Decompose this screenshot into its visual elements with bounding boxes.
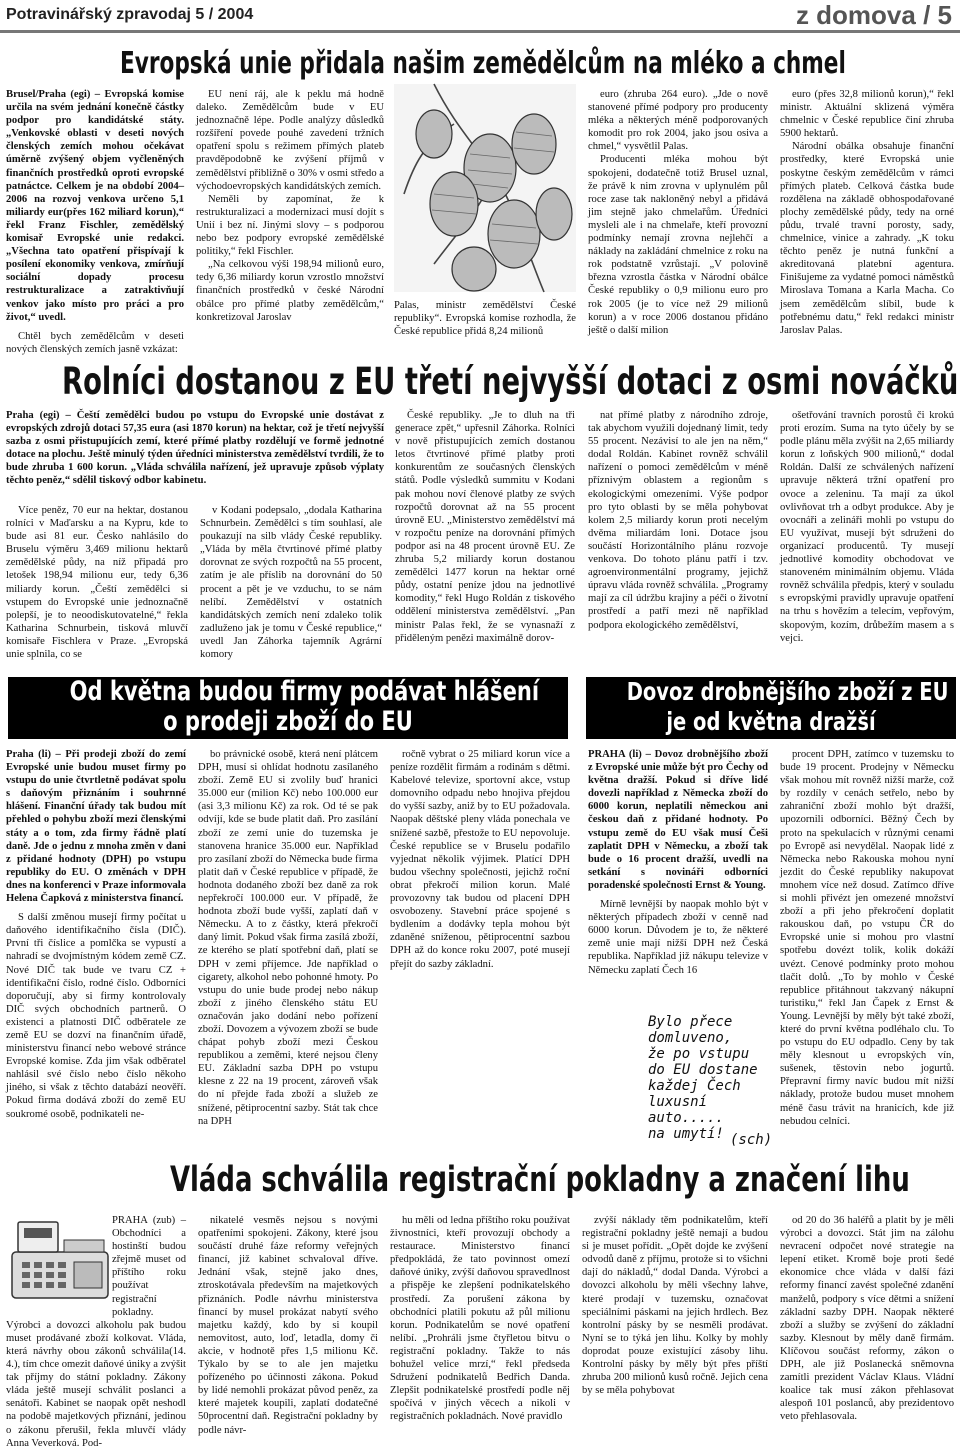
article2-col3 (395, 409, 575, 659)
article2-title: Rolníci dostanou z EU třetí nejvyšší dotaci z osmi nováčků (62, 360, 959, 403)
article2-col3-text: České republiky. „Je to dluh na tři generace zpět,“ upřesnil Záhorka. Rolníci v nově přistupujících zemích dostanou letos čtvrtinové přímé platby proti konkurentům ze současných členských států. Podle výsledků summitu v Kodani pak mohou noví členové platby ze svých rozpočtů dorovnat až na 55 procent úrovně EU. „Ministerstvo zemědělství má v rozpočtu peníze na dorovnání přímých podpor asi na 48 procent úrovně EU. Ze zhruba 5,2 miliardy korun dostanou zemědělci 1477 korun na hektar orné půdy, ostatní peníze jdou na jednotlivé komodity,“ řekl Hugo Roldán z tiskového oddělení ministerstva zemědělství. „Pan ministr Palas řekl, že se vynasnaží z přiděleným penězi maximálně dorov- (395, 410, 575, 644)
article2-col4-text: nat přímé platby z národního zdroje, tak abychom využili dojednaný limit, tedy 55 procent. Nezávisí to ale jen na něm,“ dodal Roldán. Kabinet rovněž schválil nařízení o pomoci zemědělcům v méně příznivým oblastem a regionům s ekologickými omezeními. Výše podpor pro tyto oblasti by se měla pohybovat kolem 2,5 miliardy korun proti necelým dvěma miliardám loni. Dotace jsou součástí Horizontálního plánu rozvoje venkova. Do tohoto plánu patří i tzv. agroenvironmentální programy, jejichž úpravu vláda rovněž schválila. „Programy mají za cíl údržbu krajiny a péči o životní prostředí a patří mezi ně například podpora ekologického zemědělství, (588, 410, 768, 631)
article2-col1 (6, 504, 188, 661)
article4-title-line2: je od května dražší (666, 707, 876, 736)
article5-title: Vláda schválila registrační pokladny a značení lihu (170, 1160, 910, 1200)
article1-col2-p2: Neměli by zapomínat, že k restrukturalizaci a modernizaci musí dojít s Unií i bez ní. Jinými slovy – s podporou nebo bez podpory evropské zemědělské politiky,“ řekl Fischler. (196, 193, 384, 258)
header-rule (0, 30, 960, 33)
article3-title-line1: Od května budou firmy podávat hlášení (69, 676, 540, 707)
cartoon-signature: (sch) (730, 1132, 773, 1148)
section-name: z domova (795, 0, 916, 30)
article5-col3 (390, 1214, 570, 1436)
article2-col1-text: Více peněz, 70 eur na hektar, dostanou rolníci v Maďarsku a na Kypru, kde to bude asi 81 eur. Česko nahlásilo do Bruselu výměru 3,469 milionu hektarů zemědělské půdy, na níž připadá pro letošek 198,94 milionu eur, tedy 6,36 miliardy korun. „Čeští zemědělci si vstupem do Evropské unie jednoznačně polepší, je to neoodiskutovatelné,“ řekla Katharina Schnurbein, tisková mluvčí komisaře Fischlera v Praze. „Evropská unie splnila, co se (6, 505, 188, 661)
article1-col2-p1: EU není ráj, ale k peklu má hodně daleko. Zemědělcům bude v EU jednoznačně lépe. Podle analýzy důsledků rozšíření povede pouhé zavedení tržních opatření spolu s režimem přímých plateb pravděpodobně ke zvýšení příjmů v zemědělství přibližně o 30% v osmi středo a východoevropských kandidátských zemích. (196, 89, 384, 192)
article3-lead: Praha (li) – Při prodeji zboží do zemí Evropské unie budou muset firmy po vstupu do unie čtvrtletně podávat spolu s daňovým přiznáním i souhrnné hlášení. Finanční úřady tak budou mít přehled o pohybu zboží mezi členskými státy a o tom, zda firmy řádně platí daně. Jde o jednu z mnoha změn v dani z přidané hodnoty (DPH) po vstupu republiky do EU. O změnách v DPH dnes na konferenci v Praze informovala Helena Čapková z ministerstva financí. (6, 749, 186, 905)
article1-col2 (196, 88, 384, 350)
cartoon-line: luxusní auto..... (648, 1094, 724, 1126)
article5-col5-text: od 20 do 36 haléřů a platit by je měli výrobci a dovozci. Stát jim na zálohu nevracení odpočet nové strategie na lepení etiket. Kromě boje proti šedé ekonomice chce vláda v další fázi reformy financí zavést společné zdanění manželů, podpory s více dětmi a snížení základní sazby DPH. Naopak některé zboží a služby se zvýšení do základní sazby. Klesnout by měly daně firmám. Klíčovou součást reformy, zákon o DPH, ale již Poslanecká sněmovna zamítli prezident Václav Klaus. Vládní koalice tak musí zákon přehlasovat alespoň 101 poslanců, aby prezidentovo veto přehlasovala. (780, 1215, 954, 1423)
article3-col2 (198, 748, 378, 1148)
article3-title-line2: o prodeji zboží do EU (163, 706, 413, 737)
article4-title-line1: Dovoz drobnějšího zboží z EU (626, 677, 949, 706)
article5-col5 (780, 1214, 954, 1436)
article1-col1 (6, 88, 184, 355)
article1-title: Evropská unie přidala našim zemědělcům na mléko a chmel (120, 46, 846, 81)
page-header (0, 0, 960, 32)
article4-col1-text: Mírně levnější by naopak mohlo být v některých případech zboží v cenně nad 6000 korun. Důvodem je to, že některé země unie mají nižší DPH než Česká republika. Například již nákupu televize v Německu zaplatí Čech 16 (588, 899, 768, 976)
page-number: / 5 (915, 0, 952, 30)
article3-col1 (6, 748, 186, 1148)
article4-col1 (588, 748, 768, 998)
article5-col3-text: hu měli od ledna příštího roku používat živnostníci, kteří provozují obchody a restaurace. Ministerstvo financí předpokládá, že tato povinnost omezí daňové úniky, zvýší daňovou spravedlnost a přispěje ke zlepšení podnikatelského prostředí. Za porušení zákona by obchodníci platili pokutu až půl milionu korun. Podnikatelům se nové opatření nelíbí. „Prohráli jsme čtyřletou bitvu o registrační pokladny. Takže to nás bohužel velice mrzí,“ řekl předseda Sdružení podnikatelů Bedřich Danda. Zlepšit podnikatelské prostředí podle něj spočívá v jiných věcech a nikoli v registračních pokladnách. Nové pravidlo (390, 1215, 570, 1423)
article2-col5 (780, 409, 954, 659)
article3-col2-text: bo právnické osobě, která není plátcem DPH, musí si ohlídat hodnotu zasílaného zboží. Země EU si zvolily buď hranici 35.000 eur (milion Kč) nebo 100.000 eur (asi 3,3 milionu Kč) za rok. Od té se pak odvíjí, kde se bude platit daň. Pro zasílání zboží ze zemí unie do tuzemska je stanovena hranice 35.000 eur. Například pro zasílaní zboží do Německa bude firma platit daň v České republice v případě, že hodnota dodaného zboží bez daně za rok nepřekročí 100.000 eur. V případě, že hodnota zboží bude vyšší, zaplatí daň v Německu. A to z částky, která překročí daný limit. Pokud však firma zasílá zboží, ze kterého se platí spotřební daň, platí se DPH v zemi příjemce. Jde například o cigarety, alkohol nebo pohonné hmoty. Po vstupu do unie bude prodej nebo nákup zboží z jiného členského státu EU označován jako dodání nebo pořízení zboží. Dovozem a vývozem zboží se bude chápat pohyb zboží mezi Českou republikou a zeměmi, které nejsou členy EU. Základní sazba DPH po vstupu klesne z 22 na 19 procent, zároveň však do ní přejde řada zboží a služeb ze snížené, pětiprocentní sazby. Stát tak chce na DPH (198, 749, 378, 1127)
article5-col2 (198, 1214, 378, 1436)
article3-col1-text: S další změnou musejí firmy počítat u daňového identifikačního čísla (DIČ). První tři číslice a pomlčka se vypustí a nahradí se dvojmístným kódem země CZ. Nové DIČ tak bude ve tvaru CZ + identifikační číslo, rodné číslo. Odborníci doporučují, aby si firmy kontrolovaly DIČ svých obchodních partnerů. O existenci a platnosti DIČ odběratele ze země EU se dozví na finančním úřadě, ministerstvu financí nebo webové stránce Evropské komise. Zda jim však odběratel nahlásil své číslo nebo číslo někoho jiného, si však z těchto databází neověří. Pokud firma dodává zboží do země EU soukromé osobě, podnikateli ne- (6, 912, 186, 1120)
article4-title-box (586, 677, 956, 739)
article3-col3 (390, 748, 570, 998)
cartoon-line: každej Čech (648, 1078, 741, 1094)
article1-col2-p3: „Na celkovou výši 198,94 milionů euro, tedy 6,36 miliardy korun vzrostlo množství finančních prostředků v české Národní obálce pro přímé platby zemědělcům,“ konkretizoval Jaroslav (196, 259, 384, 323)
publication-name: Potravinářský zpravodaj 5 / 2004 (6, 6, 254, 23)
article2-col2-text: v Kodani podepsalo, „dodala Katharina Schnurbein. Zemědělci s tím souhlasí, ale poukazují na silb vlády České republiky. „Vláda by měla čtvrtinové přímé platby dorovnat ze svých rozpočtů na 55 procent, zatím je ale příslib na dorovnání do 50 procent a pět je ve vzduchu, to se nám nelíbí. Zemědělství v ostatních kandidátských zemích není zdaleko tolik zadluženo jak je tomu v České republice,“ uvedl Jan Záhorka tajemník Agrární komory (200, 505, 382, 661)
cartoon-line: na umytí! (648, 1126, 724, 1142)
cartoon-line: domluveno, (648, 1030, 733, 1046)
hops-illustration (394, 84, 576, 292)
article1-col4-p1: euro (zhruba 264 euro). „Jde o nově stanovené přímé podpory pro producenty mléka a některých méně podporovaných komodit pro rok 2004, jako jsou osiva a chmel,“ vysvětlil Palas. (588, 89, 768, 153)
article1-col4-p2: Producenti mléka mohou být spokojeni, dodatečně totiž Brusel uznal, že právě k nim zrovna v uplynulém půl roce zase tak nakloněný nebyl a přidává jim stejně jako chmelařům. Úředníci mysleli ale i na chmelaře, kteří provozní podmínky nemají zrovna nejlehčí a náklady na zakládání chmelnice z roku na rok podstatně vzrůstají. „V polovině března vzrostla částka v Národní obálce České republiky o 0,9 milionu euro pro rok 2005 (je to více než 29 milionů korun) a v roce 2006 dostanou přidáno ještě o další milion (588, 154, 768, 336)
article1-col5-p1: euro (přes 32,8 milionů korun),“ řekl ministr. Aktuální sklizená výměra chmelnic v České republice činí zhruba 5900 hektarů. (780, 89, 954, 140)
article3-col3-text: ročně vybrat o 25 miliard korun více a peníze rozdělit firmám a rodinám s dětmi. Kabelové televize, sportovní akce, vstup domovního odpadu nebo hnojiva přejdou do vyšší sazby, aniž by to EU požadovala. Naopak děštské pleny vláda ponechala ve snížené sazbě, přestože to EU nepovoluje. České republice se v Bruselu podařilo vyjednat několik výjimek. Platící DPH budou všechny společnosti, jejichž roční obrat překročí milion korun. Malé provozovny tak budou od placení DPH osvobozeny. Stavební práce spojené s bydlením a dodávky tepla mohou být zdaněné sníženou, pětiprocentní sazbou DPH až do konce roku 2007, poté musejí přejít do sazby základní. (390, 749, 570, 970)
article2-lead-box (6, 409, 384, 501)
article1-col1-text: Chtěl bych zemědělcům v deseti nových členských zemích jasně vzkázat: (6, 330, 184, 355)
article3-title-box (8, 677, 568, 739)
cartoon-line: že po vstupu (648, 1046, 750, 1062)
article1-lead: Brusel/Praha (egi) – Evropská komise určila na svém jednání konečně částky podpor pro kandidátské státy. „Venkovské oblasti v deseti nových členských zemích mohou očekávat úměrně zvýšený objem vyčleněných finančních prostředků oproti evropské patnáctce. Celkem je na období 2004–2006 na rozvoj venkova určeno 5,1 miliardy eur(přes 162 miliard korun),“ řekl Franz Fischler, zemědělský komisař Evropské unie redakci. „Všechna tato opatření přispívají k posílení ekonomiky venkova, zmírňují sociální dopady procesu restrukturalizace a zatraktivňují venkov jako místo pro práci a pro život,“ uvedl. (6, 89, 184, 323)
article1-col4 (588, 88, 768, 350)
article2-col4 (588, 409, 768, 659)
cartoon-line: do EU dostane (648, 1062, 758, 1078)
photo-caption: Palas, ministr zemědělství České republiky“. Evropská komise rozhodla, že České republice přidá 8,24 milionů (394, 300, 576, 338)
article5-col2-text: nikatelé vesměs nejsou s novými opatřeními spokojeni. Zákony, které jsou součástí druhé fáze reformy veřejných financí, již kabinet schvaloval dříve. Jednání však, stejně jako dnes, ztroskotávala především na majetkových přiznáních. Podle návrhu ministerstva financí by musel prokázat nabytí svého majetku každý, kdo by si koupil nemovitost, auto, loď, letadla, domy či akcie, v hodnotě přes 1,5 milionu Kč. Týkalo by se to ale jen majetku pořízeného po účinnosti zákona. Pokud by lidé nemohli prokázat původ peněz, za které majetek koupili, zaplatí dodatečné 50procentní daň. Registrační pokladny by podle návr- (198, 1215, 378, 1436)
article2-col5-text: ošetřování travních porostů či krokú proti erozím. Suma na tyto účely by se podle plánu měla zvýšit na 2,65 miliardy korun z loňských 900 milionů,“ dodal Roldán. Další ze schválených nařízení upravuje některá tržní opatření pro ovoce a zeleninu. Ta mají za úkol ovlivňovat trh a odbyt produkce. Aby je ovocnáři a zelináři mohli po vstupu do EU využívat, musejí být sdruženi do organizací producentů. Ty musejí jednotlivé komodity obchodovat ve stanoveném minimálním objemu. Vláda rovněž schválila předpis, který v souladu s evropskými pravidly upravuje opatření na trhu s hovězím a telecím, vepřovým, skopovým, kozím, drůbežím masem a s vejci. (780, 410, 954, 644)
article4-lead: PRAHA (li) – Dovoz drobnějšího zboží z Evropské unie může být pro Čechy od května dražší. Pokud si dříve lidé dovezli například z Německa zboží do 6000 korun, neplatili německou ani českou daň z přidané hodnoty. Po vstupu země do EU však musí Češi zaplatit DPH v Německu, a zboží tak bude o 16 procent dražší, uvedli na setkání s novináři odborníci poradenské společnosti Ernst & Young. (588, 749, 768, 891)
image-float-spacer (6, 1214, 112, 1306)
article4-col2 (780, 748, 954, 1148)
cartoon (578, 1000, 778, 1160)
article5-lead: PRAHA (zub) – Obchodníci a hostinští budou zřejmě muset od příštího roku používat registrační pokladny. Výrobci a dovozci alkoholu pak budou muset prodávané zboží kolkovat. Vláda, která návrhy obou zákonů schválila(14. 4.), tím chce omezit daňové úniky a zvýšit tak příjmy do státní pokladny. Zákony vláda ještě musejí schválit poslanci a senátoři. Kabinet se naopak opět neshodl na podobě majetkových přiznání, jedinou o zákonu přerušil, řekla mluvčí vlády Anna Veverková. Pod- (6, 1215, 186, 1449)
article5-col4 (582, 1214, 768, 1436)
section-label (796, 0, 952, 31)
article4-col2-text: procent DPH, zatímco v tuzemsku to bude 19 procent. Prodejny v Německu však mohou mít rovněž nižší marže, což by rozdíly v cenách setřelo, nebo by zahraniční zboží mohlo být dražší, upozornili odborníci. Běžný Čech by proto na spekulacích v různými cenami po Evropě asi nevydělal. Naopak lidé z Německa nebo Rakouska mohou nyní jezdit do České republiky nakupovat mnohem více než dosud. Zatímco dříve si mohli přivézt jen omezené množství zboží a při jeho překročení doplatit rakouskou daň, po vstupu ČR do Evropské unie si mohou pro vlastní spotřebu dovézt tolik, kolik dokáží uvézt. Cenové podmínky proto mohou tlačit dolů. „To by mohlo v České republice přitáhnout takzvaný nákupní turistiku,“ řekl Jan Čapek z Ernst & Young. Levnější by měly být také zboží, které do první května podléhalo clu. To po vstupu do EU odpadlo. Ceny by tak měly klesnout u evropských vín, sušenek, těstovin nebo jogurtů. Přepravní firmy navíc budou mít nižší náklady, protože budou muset mnohem méně času trávit na hranicích, kde již nebudou celníci. (780, 749, 954, 1127)
hops-photo (394, 84, 576, 292)
cartoon-line: Bylo přece (648, 1014, 733, 1030)
article2-col2 (200, 504, 382, 661)
article1-col5-p2: Národní obálka obsahuje finanční prostředky, které Evropská unie poskytne českým zemědělcům v rámci přímých plateb. Celková částka bude rozdělena na základě obhospodařované plochy zemědělské půdy, tedy na orné půdu, trvalé travní porosty, sady, chmelnice, vinice a zahrady. „K toku těchto peněz je nutná funkční a akreditovaná platební agentura. Finišujeme za vydatné pomoci náměstků Miroslava Tomana a Karla Macha. Co jsem zemědělcům slíbil, bude k potřebnému datu,“ řekl redakci ministr Jaroslav Palas. (780, 141, 954, 336)
article5-col4-text: zvýší náklady těm podnikatelům, kteří registrační pokladny ještě nemají a budou si je muset pořídit. „Opět dojde ke zvýšení odvodů daně z příjmu, protože si to všichni dají do nákladů,“ dodal Danda. Výrobci a dovozci alkoholu by měli všechny lahve, které prodají v tuzemsku, označovat speciálními páskami na jejich hrdlech. Bez kontrolní pásky by se nesměli prodávat. Nyní se to týká jen lihu. Kolky by mohly doprodat pouze existující zásoby lihu. Kontrolní pásky by měly být přes příští zhruba 200 milionů kusů ročně. Jejich cena by se měla pohybovat (582, 1215, 768, 1397)
article2-lead: Praha (egi) – Čeští zemědělci budou po vstupu do Evropské unie dostávat z evropských zdrojů dotaci 57,35 eura (asi 1870 korun) na hektar, což je třetí nejvyšší sazba z osmi přistupujících zemí, které přímé platby rozdělují ve formě jednotné dotace na plochu. Ještě minulý týden úředníci ministerstva zemědělství tvrdili, že to bude zhruba 1 600 korun. „Vláda schválila nařízení, jež upravuje způsob výplaty těchto peněz,“ sdělil tiskový odbor kabinetu. (6, 410, 384, 487)
article5-col1 (6, 1214, 186, 1449)
article1-col5 (780, 88, 954, 350)
cartoon-text (648, 1014, 778, 1142)
